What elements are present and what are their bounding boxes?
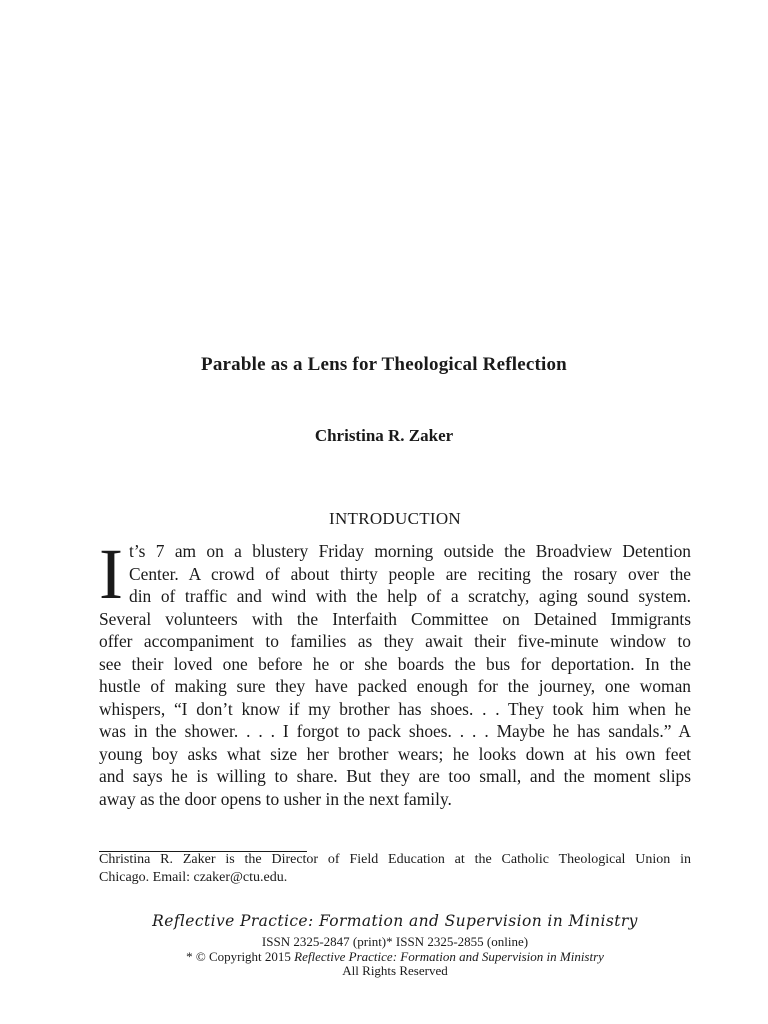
article-title: Parable as a Lens for Theological Reflection [201, 354, 567, 375]
section-heading: INTRODUCTION [328, 509, 462, 528]
body-line: hustle of making sure they have packed enough for the journey, one woman [99, 676, 691, 696]
body-line: see their loved one before he or she boards the bus for deportation. In the [99, 653, 691, 674]
author-name: Christina R. Zaker [314, 426, 454, 445]
drop-cap: I [99, 534, 123, 614]
footnote-line: Christina R. Zaker is the Director of Field Education at the Catholic Theological Union in [99, 852, 691, 867]
body-line: Several volunteers with the Interfaith Committee on Detained Immigrants [99, 608, 691, 629]
footnote-line: Chicago. Email: czaker@ctu.edu. [99, 870, 288, 885]
body-line: young boy asks what size her brother wears; he looks down at his own feet [99, 743, 691, 764]
body-line: whispers, “I don’t know if my brother has shoes. . . They took him when he [99, 698, 691, 719]
issn-line: ISSN 2325-2847 (print)* ISSN 2325-2855 (online) [261, 934, 529, 949]
body-line: din of traffic and wind with the help of a scratchy, aging sound system. [129, 586, 691, 606]
rights-line: All Rights Reserved [342, 963, 448, 978]
body-line: offer accompaniment to families as they await their five-minute window to [99, 631, 691, 651]
body-line: away as the door opens to usher in the next family. [99, 788, 452, 809]
copyright-journal: Reflective Practice: Formation and Supervision in Ministry [294, 949, 604, 964]
copyright-line [0, 949, 768, 964]
body-paragraph [99, 534, 691, 810]
body-line: was in the shower. . . . I forgot to pack shoes. . . . Maybe he has sandals.” A [99, 721, 691, 741]
body-line: Center. A crowd of about thirty people are reciting the rosary over the [129, 563, 691, 584]
body-line: t’s 7 am on a blustery Friday morning outside the Broadview Detention [129, 541, 691, 561]
copyright-prefix: * © Copyright 2015 [186, 949, 295, 964]
body-line: and says he is willing to share. But they are too small, and the moment slips [99, 766, 691, 786]
journal-name: Reflective Practice: Formation and Supervision in Ministry [152, 912, 638, 930]
author-footnote [99, 851, 691, 887]
